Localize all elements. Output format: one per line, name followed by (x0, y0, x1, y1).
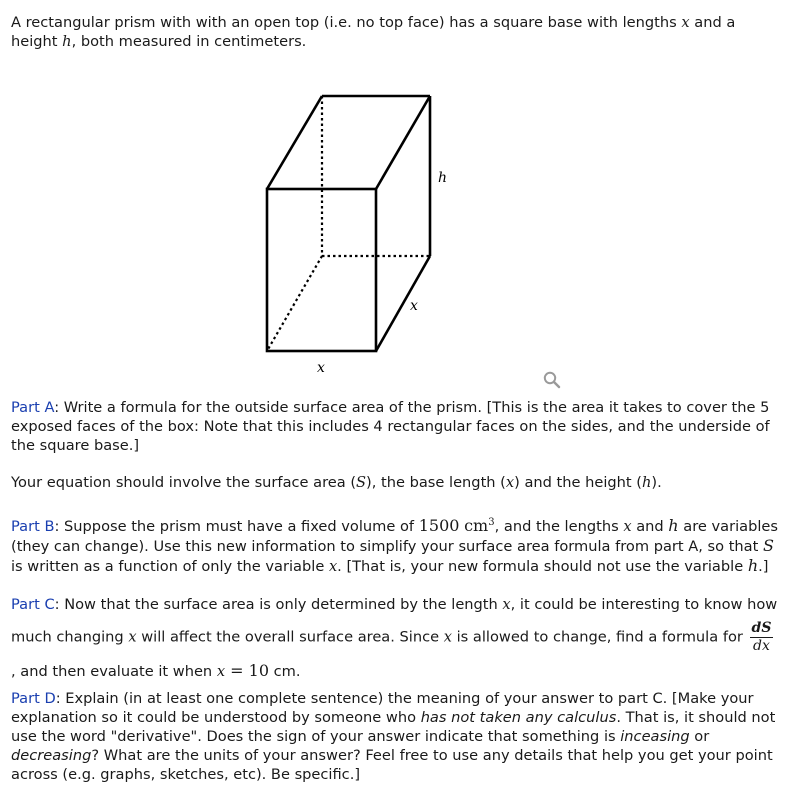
part-c-text: , and then evaluate it when (11, 663, 217, 680)
var-x: x (328, 557, 338, 575)
var-h: h (747, 555, 759, 575)
part-b-text: : Suppose the prism must have a fixed volume of (54, 517, 419, 535)
part-c-text: cm. (269, 663, 301, 680)
var-x: x (505, 474, 515, 491)
part-d-emphasis: inceasing (620, 728, 690, 745)
var-S: S (762, 535, 774, 555)
note-text: ). (651, 474, 662, 491)
part-a-text: : Write a formula for the outside surface area of the prism. [This is the area it takes to cover the 5 exposed faces of the box: Note that this includes 4 rectangular faces on the sides, and the underside of the square base.] (11, 399, 770, 454)
part-d-text: or (689, 728, 710, 745)
part-d-text: ? What are the units of your answer? Feel free to use any details that help you get your point across (e.g. graphs, sketches, etc). Be specific.] (11, 747, 773, 783)
part-c-paragraph (11, 589, 779, 687)
var-h: h (668, 515, 679, 535)
part-b-text: is written as a function of only the variable (11, 557, 329, 575)
part-b-paragraph (11, 513, 779, 576)
part-d-paragraph (11, 689, 779, 784)
part-d-label: Part D (11, 690, 56, 707)
fraction-numerator: dS (751, 620, 772, 636)
part-b-text: and (631, 517, 669, 535)
part-d-text: : Explain (in at least one complete sentence) the meaning of your answer to part C. [Make your explanation so it could be understood by someone who (11, 690, 754, 726)
part-c-text: : Now that the surface area is only determined by the length (54, 596, 503, 613)
visible-edges (267, 96, 430, 351)
part-a-paragraph (11, 398, 779, 455)
label-x-bottom: x (317, 360, 325, 376)
var-S: S (356, 474, 367, 491)
derivative-fraction (750, 620, 774, 655)
evaluation-value: = 10 (225, 661, 269, 680)
fraction-denominator: dx (753, 638, 770, 654)
part-c-text: , it could be interesting to know how much changing (11, 596, 778, 646)
top-right-edge (376, 96, 430, 189)
var-x: x (502, 596, 511, 613)
bottom-right-edge (376, 256, 430, 351)
part-c-label: Part C (11, 596, 55, 613)
magnifier-icon[interactable] (542, 370, 562, 390)
equation-note (11, 473, 779, 492)
note-text: ), the base length ( (366, 474, 506, 491)
part-d-emphasis: decreasing (11, 747, 92, 764)
intro-text: and a height (11, 14, 736, 50)
var-h: h (62, 33, 72, 50)
label-h: h (438, 170, 448, 186)
hidden-left-edge (267, 256, 322, 351)
part-b-text: are variables (they can change). Use this new information to simplify your surface area formula from part A, so that (11, 517, 778, 555)
part-b-label: Part B (11, 517, 55, 535)
part-b-text: .] (758, 557, 769, 575)
top-left-edge (267, 96, 322, 189)
volume-value: 1500 (418, 515, 460, 535)
note-text: ) and the height ( (514, 474, 642, 491)
volume-unit: cm (464, 515, 489, 535)
var-x: x (128, 628, 137, 646)
var-x: x (216, 663, 226, 680)
hidden-edges (267, 96, 430, 351)
var-h: h (641, 474, 652, 491)
part-d-emphasis: has not taken any calculus (420, 709, 617, 726)
part-d-text: . That is, it should not use the word "derivative". Does the sign of your answer indicate that something is (11, 709, 776, 745)
part-b-text: , and the lengths (494, 517, 624, 535)
part-c-text: is allowed to change, find a formula for (451, 628, 748, 646)
part-c-text: will affect the overall surface area. Since (136, 628, 444, 646)
note-text: Your equation should involve the surface area ( (11, 474, 357, 491)
var-x: x (681, 14, 690, 31)
prism-figure (255, 88, 465, 378)
intro-text: A rectangular prism with with an open top (i.e. no top face) has a square base with lengths (11, 14, 682, 31)
part-b-text: . [That is, your new formula should not use the variable (337, 557, 748, 575)
volume-exponent: 3 (488, 517, 495, 528)
part-a-label: Part A (11, 399, 55, 416)
intro-text: , both measured in centimeters. (71, 33, 307, 50)
var-x: x (623, 517, 632, 535)
label-x-side: x (410, 298, 418, 314)
intro-paragraph (11, 13, 779, 51)
var-x: x (443, 628, 452, 646)
